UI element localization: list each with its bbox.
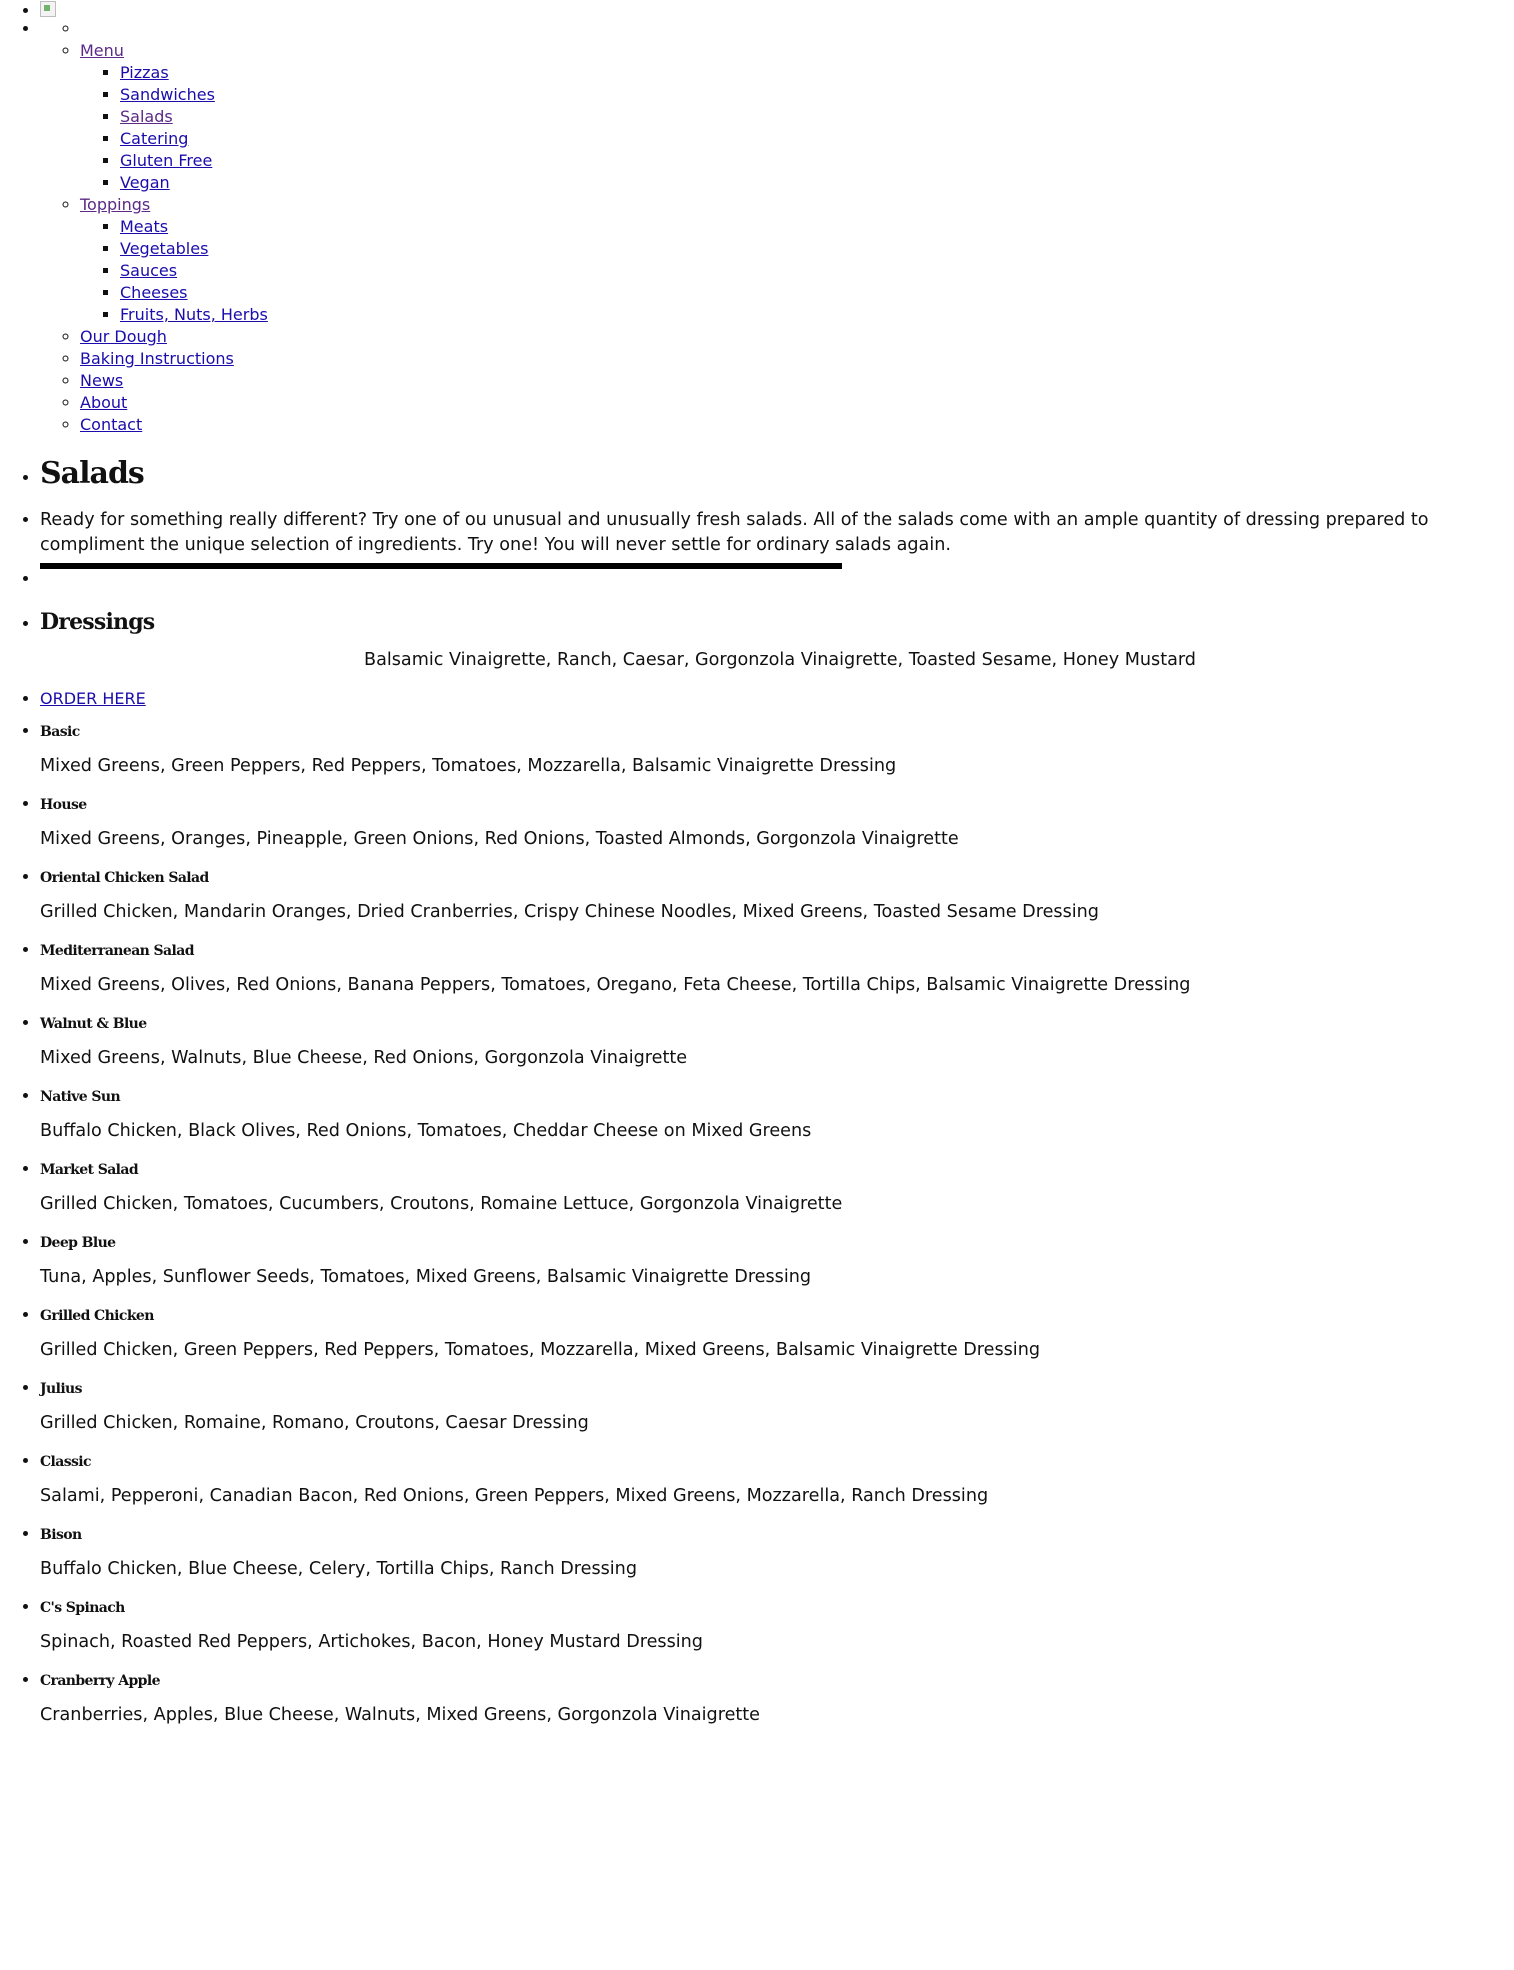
submenu-item-pizzas [120, 62, 1514, 84]
salad-name: • Mediterranean Salad [40, 943, 194, 959]
submenu-toppings [80, 216, 1514, 326]
submenu-item-meats [120, 216, 1514, 238]
salad-item [40, 1669, 1514, 1728]
nav-link-news[interactable]: News [80, 371, 124, 390]
submenu-item-gluten-free [120, 150, 1514, 172]
salad-description: Grilled Chicken, Green Peppers, Red Peppers, Tomatoes, Mozzarella, Mixed Greens, Balsamic Vinaigrette Dressing [40, 1340, 1041, 1360]
salad-description: Tuna, Apples, Sunflower Seeds, Tomatoes, Mixed Greens, Balsamic Vinaigrette Dressing [40, 1267, 812, 1287]
divider-item [40, 568, 1514, 590]
submenu-item-cheeses [120, 282, 1514, 304]
submenu-item-catering [120, 128, 1514, 150]
dressings-item [40, 608, 1514, 674]
submenu-link[interactable]: Meats [120, 217, 169, 236]
logo-image[interactable] [40, 1, 56, 17]
salad-item [40, 1085, 1514, 1144]
submenu-link[interactable]: Gluten Free [120, 151, 213, 170]
salad-name: • Basic [40, 724, 80, 740]
salad-name: • Classic [40, 1454, 91, 1470]
submenu-item-vegetables [120, 238, 1514, 260]
salad-description: Grilled Chicken, Mandarin Oranges, Dried Cranberries, Crispy Chinese Noodles, Mixed Greens, Toasted Sesame Dressing [40, 902, 1099, 922]
salad-item [40, 720, 1514, 779]
salad-name: • Market Salad [40, 1162, 139, 1178]
submenu-link[interactable]: Sauces [120, 261, 178, 280]
submenu-link[interactable]: Pizzas [120, 63, 169, 82]
submenu-item-sandwiches [120, 84, 1514, 106]
submenu-menu [80, 62, 1514, 194]
nav-link-about[interactable]: About [80, 393, 128, 412]
thick-divider [40, 563, 842, 569]
submenu-item-sauces [120, 260, 1514, 282]
nav-news [80, 370, 1514, 392]
intro-text: • Ready for something really different? Try one of ou unusual and unusually fresh salads. All of the salads come with an ample quantity of dressing prepared to compliment the unique selection of ingredients. Try one! You will never settle for ordinary salads again. [40, 510, 1429, 555]
salad-description: Mixed Greens, Olives, Red Onions, Banana Peppers, Tomatoes, Oregano, Feta Cheese, Tortilla Chips, Balsamic Vinaigrette Dressing [40, 975, 1191, 995]
salad-name: • Deep Blue [40, 1235, 116, 1251]
salad-name: • Walnut & Blue [40, 1016, 147, 1032]
salad-description: Salami, Pepperoni, Canadian Bacon, Red Onions, Green Peppers, Mixed Greens, Mozzarella, Ranch Dressing [40, 1486, 989, 1506]
submenu-link[interactable]: Vegetables [120, 239, 209, 258]
salad-item [40, 1158, 1514, 1217]
salad-name: • Native Sun [40, 1089, 121, 1105]
salad-description: Grilled Chicken, Tomatoes, Cucumbers, Croutons, Romaine Lettuce, Gorgonzola Vinaigrette [40, 1194, 843, 1214]
nav-link-contact[interactable]: Contact [80, 415, 143, 434]
salad-description: Spinach, Roasted Red Peppers, Artichokes, Bacon, Honey Mustard Dressing [40, 1632, 703, 1652]
salad-description: Buffalo Chicken, Blue Cheese, Celery, Tortilla Chips, Ranch Dressing [40, 1559, 638, 1579]
nav-link-baking-instructions[interactable]: Baking Instructions [80, 349, 234, 368]
salad-item [40, 866, 1514, 925]
order-here-link[interactable]: ORDER HERE [40, 689, 146, 708]
nav-our-dough [80, 326, 1514, 348]
dressings-list: Balsamic Vinaigrette, Ranch, Caesar, Gorgonzola Vinaigrette, Toasted Sesame, Honey Mustard [364, 650, 1196, 670]
salad-name: • Cranberry Apple [40, 1673, 160, 1689]
salad-item [40, 1304, 1514, 1363]
nav-link-our-dough[interactable]: Our Dough [80, 327, 167, 346]
nav-toppings [80, 194, 1514, 326]
salad-item [40, 939, 1514, 998]
nav-baking-instructions [80, 348, 1514, 370]
nav-about [80, 392, 1514, 414]
salad-description: Cranberries, Apples, Blue Cheese, Walnuts, Mixed Greens, Gorgonzola Vinaigrette [40, 1705, 761, 1725]
salad-name: • Bison [40, 1527, 82, 1543]
intro-item [40, 508, 1514, 558]
nav-empty-item [80, 18, 1514, 40]
submenu-item-vegan [120, 172, 1514, 194]
salad-description: Mixed Greens, Oranges, Pineapple, Green Onions, Red Onions, Toasted Almonds, Gorgonzola Vinaigrette [40, 829, 959, 849]
salad-name: • Grilled Chicken [40, 1308, 154, 1324]
salad-name: • Oriental Chicken Salad [40, 870, 209, 886]
submenu-link[interactable]: Vegan [120, 173, 170, 192]
salad-description: Buffalo Chicken, Black Olives, Red Onions, Tomatoes, Cheddar Cheese on Mixed Greens [40, 1121, 812, 1141]
main-nav [40, 18, 1514, 436]
salad-item [40, 1377, 1514, 1436]
nav-link-menu[interactable]: Menu [80, 41, 124, 60]
submenu-link[interactable]: Sandwiches [120, 85, 215, 104]
submenu-item-salads [120, 106, 1514, 128]
salad-description: Grilled Chicken, Romaine, Romano, Croutons, Caesar Dressing [40, 1413, 589, 1433]
salad-item [40, 1596, 1514, 1655]
salad-item [40, 1450, 1514, 1509]
nav-item [40, 18, 1514, 436]
salad-name: • C's Spinach [40, 1600, 125, 1616]
submenu-link[interactable]: Fruits, Nuts, Herbs [120, 305, 268, 324]
title-item [40, 456, 1514, 492]
logo-item [40, 0, 1514, 18]
nav-link-toppings[interactable]: Toppings [80, 195, 151, 214]
salad-description: Mixed Greens, Walnuts, Blue Cheese, Red Onions, Gorgonzola Vinaigrette [40, 1048, 688, 1068]
order-item [40, 688, 1514, 710]
submenu-link[interactable]: Salads [120, 107, 173, 126]
salad-list [0, 720, 1514, 1728]
nav-menu [80, 40, 1514, 194]
salad-name: • House [40, 797, 87, 813]
salad-item [40, 793, 1514, 852]
submenu-link[interactable]: Catering [120, 129, 189, 148]
salad-item [40, 1231, 1514, 1290]
page-list [0, 0, 1514, 710]
salad-item [40, 1523, 1514, 1582]
submenu-item-fruits-nuts-herbs [120, 304, 1514, 326]
dressings-title: • Dressings [40, 609, 155, 635]
submenu-link[interactable]: Cheeses [120, 283, 188, 302]
nav-contact [80, 414, 1514, 436]
salad-item [40, 1012, 1514, 1071]
page-title: • Salads [40, 456, 144, 491]
salad-description: Mixed Greens, Green Peppers, Red Peppers, Tomatoes, Mozzarella, Balsamic Vinaigrette Dressing [40, 756, 897, 776]
salad-name: • Julius [40, 1381, 82, 1397]
